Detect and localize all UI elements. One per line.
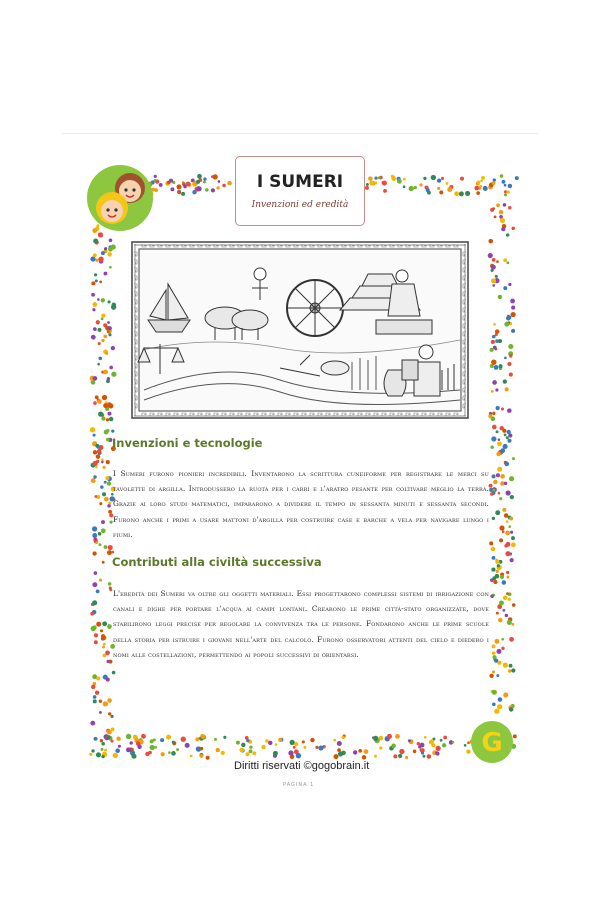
section-text-contributions: L'eredità dei Sumeri va oltre gli oggetti materiali. Essi progettarono complessi sistemi di irrigazione con canali e dighe per portare l'acqua ai campi lontani. Crearono le prime città-stato organizzate, dove stabilirono leggi precise per regolare la convivenza tra le persone. Fondarono anche le prime scuole della storia per istruire i giovani nell'arte del calcolo. Furono osservatori attenti del cielo e diedero i nomi alle costellazioni, permettendo ai popoli successivi di orientarsi. xyxy=(113,589,489,659)
sumerian-illustration xyxy=(130,240,470,420)
section-text-inventions: I Sumeri furono pionieri incredibili. Inventarono la scrittura cuneiforme per registrare le merci su tavolette di argilla. Introdussero la ruota per i carri e l'aratro pesante per coltivare meglio la terra. Grazie ai loro studi matematici, impararono a dividere il tempo in sessanta minuti e sessanta secondi. Furono anche i primi a usare mattoni d'argilla per costruire case e barche a vela per navigare lungo i fiumi. xyxy=(113,469,489,539)
page-number: PAGINA 1 xyxy=(283,782,315,788)
page-subtitle: Invenzioni ed eredità xyxy=(251,200,349,210)
kids-mascot-icon xyxy=(86,164,156,234)
section-heading-inventions: Invenzioni e tecnologie xyxy=(112,436,263,450)
page-title: I SUMERI xyxy=(256,172,344,192)
section-heading-contributions: Contributi alla civiltà successiva xyxy=(112,555,322,569)
title-box xyxy=(235,156,365,226)
copyright-text: Diritti riservati ©gogobrain.it xyxy=(234,760,370,772)
svg-text:G: G xyxy=(481,728,503,758)
gogobrain-logo-icon xyxy=(470,720,514,764)
